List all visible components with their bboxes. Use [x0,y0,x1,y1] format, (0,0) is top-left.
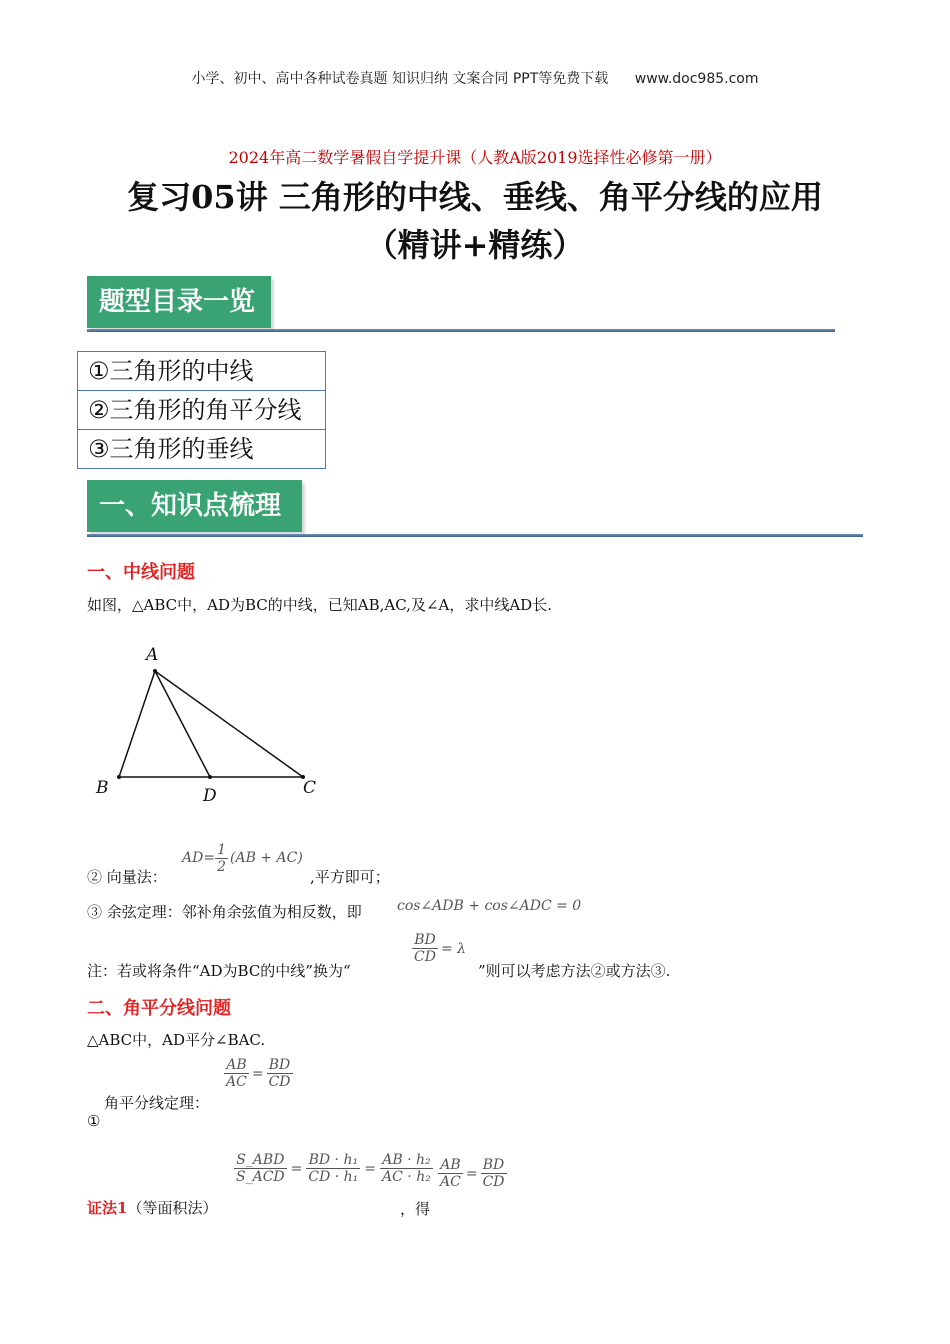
vertex-b-dot [117,775,121,779]
proof-formula: $\frac{\text{S\_ABD}}{\text{S\_ACD}}$ = $\frac{\text{BD · h₁}}{\text{CD · h₁}}$ = $\frac{\text{AB · h₂}}{\text{AC · h₂}}$ [236,1152,431,1185]
note-prefix: 注：若或将条件“AD为BC的中线”换为“ [87,962,351,980]
proof-fraction-1 [234,1152,287,1185]
header-site[interactable]: www.doc985.com [634,71,759,87]
theorem-num-left: AB [224,1057,249,1074]
cosine-label: ③ 余弦定理：邻补角余弦值为相反数，即 [87,903,362,921]
label-a: A [146,645,159,665]
toc-table [77,351,326,469]
point-d-dot [208,775,212,779]
proof-f2-den: CD · h₁ [308,1169,359,1185]
vector-formula-left: AD= [182,850,216,866]
proof-res-num-left: AB [438,1157,463,1174]
theorem-den-left: AC [226,1074,247,1090]
proof-fraction-3 [380,1152,433,1185]
proof-f1-num: S_ABD [234,1152,287,1169]
vector-suffix: ,平方即可； [310,868,390,886]
cosine-formula: cos∠ADB + cos∠ADC = 0 [397,898,582,914]
theorem-num-right: BD [267,1057,293,1074]
toc-item[interactable]: ③三角形的垂线 [88,435,254,463]
theorem-formula: $\frac{AB}{AC}$ = $\frac{BD}{CD}$ [226,1057,291,1090]
section-heading: 一、中线问题 [87,562,195,583]
note-suffix: ”则可以考虑方法②或方法③. [478,962,671,980]
proof-method: （等面积法） [127,1199,218,1217]
note-formula [412,932,466,965]
side-ab [119,671,155,777]
theorem-fraction-left [224,1057,249,1090]
header-text: 小学、初中、高中各种试卷真题 知识归纳 文案合同 PPT等免费下载 [191,71,609,87]
theorem-fraction-right [267,1057,293,1090]
proof-res-den-right: CD [482,1174,505,1190]
knowledge-banner: 一、知识点梳理 [87,480,302,532]
note-frac-den: CD [414,949,436,965]
label-c: C [303,778,317,798]
theorem-marker: ① [87,1112,101,1130]
proof-heading [87,1197,217,1218]
page-header [0,68,950,88]
note-frac-num: BD [412,932,438,949]
triangle-diagram [90,640,330,810]
proof-label: 证法1 [87,1199,128,1217]
proof-res-den-left: AC [440,1174,461,1190]
vector-fraction [215,842,228,875]
proof-f2-num: BD · h₁ [306,1152,360,1169]
vector-frac-num: 1 [217,841,226,858]
side-ac [155,671,303,777]
proof-fraction-2 [306,1152,360,1185]
note-fraction [412,932,438,965]
proof-result-left [438,1157,463,1190]
median-ad [155,671,210,777]
toc-banner: 题型目录一览 [87,276,271,328]
page-title: 复习05讲 三角形的中线、垂线、角平分线的应用 [127,178,823,216]
section-heading: 二、角平分线问题 [87,998,231,1019]
toc-item[interactable]: ②三角形的角平分线 [78,391,325,430]
vector-method-label: ② 向量法： [87,868,167,886]
vector-formula-right: (AB + AC) [230,850,303,866]
proof-res-num-right: BD [481,1157,507,1174]
theorem-den-right: CD [268,1074,291,1090]
proof-result-right [481,1157,507,1190]
label-d: D [203,786,217,806]
course-subtitle: 2024年高二数学暑假自学提升课（人教A版2019选择性必修第一册） [228,148,722,167]
proof-f3-den: AC · h₂ [382,1169,431,1185]
note-frac-right: = λ [440,940,466,957]
vector-frac-den: 2 [217,858,226,875]
theorem-label: 角平分线定理： [104,1094,210,1112]
section-intro: 如图，△ABC中，AD为BC的中线，已知AB,AC,及∠A，求中线AD长. [87,596,552,614]
proof-then: ，得 [400,1200,431,1218]
proof-f1-den: S_ACD [236,1169,285,1185]
proof-f3-num: AB · h₂ [380,1152,433,1169]
vertex-a-dot [153,669,157,673]
divider-line [87,329,835,332]
vector-formula [182,838,303,878]
proof-result: $\frac{AB}{AC}$ = $\frac{BD}{CD}$ [440,1157,505,1190]
label-b: B [96,778,109,798]
section2-intro: △ABC中，AD平分∠BAC. [87,1031,266,1049]
page-title-sub: （精讲+精练） [365,226,585,264]
divider-line [87,534,863,537]
toc-item[interactable]: ①三角形的中线 [78,352,325,391]
